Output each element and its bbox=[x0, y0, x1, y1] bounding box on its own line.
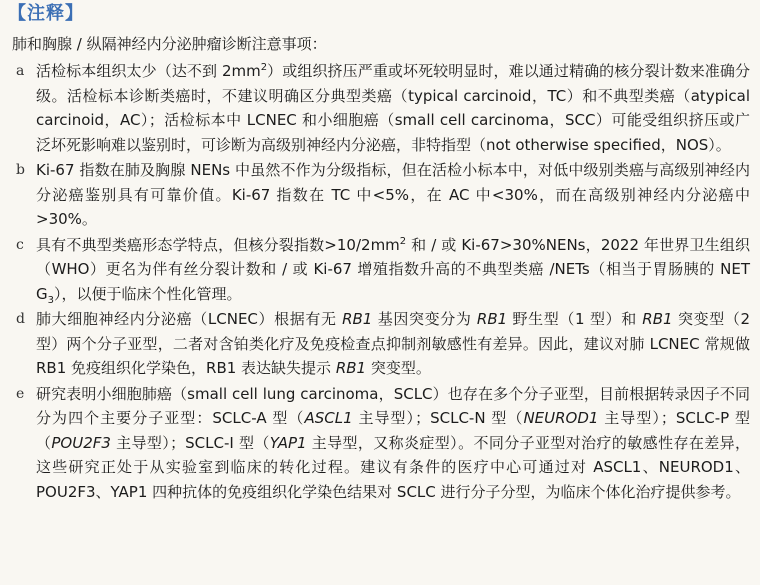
note-c bbox=[12, 233, 750, 307]
note-b bbox=[12, 158, 750, 232]
note-e-part4: 主导型）；SCLC-I 型（ bbox=[110, 433, 270, 452]
note-text-b bbox=[36, 158, 750, 232]
note-d bbox=[12, 307, 750, 381]
note-d-part1: 肺大细胞神经内分泌癌（LCNEC）根据有无 bbox=[36, 310, 343, 328]
note-marker-a: a bbox=[16, 63, 25, 79]
note-text-c bbox=[36, 233, 750, 307]
note-d-gene-1: RB1 bbox=[342, 310, 373, 328]
note-d-gene-4: RB1 bbox=[335, 359, 367, 377]
note-c-part3: ），以便于临床个性化管理。 bbox=[54, 284, 242, 303]
note-c-part1: 具有不典型类癌形态学特点，但核分裂指数>10/2mm bbox=[36, 235, 400, 254]
note-e-gene-3: POU2F3 bbox=[51, 433, 111, 452]
note-marker-e: e bbox=[16, 385, 25, 402]
note-e-gene-1: ASCL1 bbox=[304, 409, 353, 427]
note-marker-b: b bbox=[16, 162, 25, 178]
note-d-part2: 基因突变分为 bbox=[372, 310, 477, 328]
section-heading: 【注释】 bbox=[8, 3, 84, 24]
note-d-gene-2: RB1 bbox=[476, 310, 508, 328]
note-text-a bbox=[36, 59, 750, 157]
note-d-part3: 野生型（1 型）和 bbox=[507, 310, 643, 328]
note-c-subscript: 3 bbox=[47, 294, 54, 306]
note-e-part5: 主导型，又称炎症型）。不同分子亚型对治疗的敏感性存在差异，这些研究正处于从实验室到临床的转化过程。建议有条件的医疗中心可通过对 ASCL1、NEUROD1、POU2F3、YAP1 四种抗体的免疫组织化学染色结果对 SCLC 进行分子分型，为临床个体化治疗提供参考。 bbox=[36, 433, 750, 501]
note-e-gene-2: NEUROD1 bbox=[523, 409, 599, 427]
note-d-part4: 突变型（2 型）两个分子亚型，二者对含铂类化疗及免疫检查点抑制剂敏感性有差异。因此，建议对肺 LCNEC 常规做 RB1 免疫组织化学染色，RB1 表达缺失提示 bbox=[36, 310, 750, 377]
intro-line: 肺和胸腺 / 纵隔神经内分泌肿瘤诊断注意事项： bbox=[12, 35, 327, 53]
note-e-part2: 主导型）；SCLC-N 型（ bbox=[352, 409, 524, 427]
note-a-superscript: 2 bbox=[260, 62, 268, 73]
note-d-gene-3: RB1 bbox=[642, 310, 673, 328]
note-e-gene-4: YAP1 bbox=[269, 433, 307, 452]
note-marker-d: d bbox=[16, 311, 25, 327]
note-text-d bbox=[36, 307, 750, 381]
note-a-part2: ）或组织挤压严重或坏死较明显时，难以通过精确的核分裂计数来准确分级。活检标本诊断类癌时，不建议明确区分典型类癌（typical carcinoid，TC）和不典型类癌（atypical carcinoid，AC）；活检标本中 LCNEC 和小细胞癌（small cell carcinoma，SCC）可能受组织挤压或广泛坏死影响难以鉴别时，可诊断为高级别神经内分泌癌，非特指型（not otherwise specified，NOS）。 bbox=[36, 62, 750, 154]
note-c-superscript: 2 bbox=[399, 235, 407, 247]
note-a-part1: 活检标本组织太少（达不到 2mm bbox=[36, 62, 261, 80]
note-marker-c: c bbox=[16, 236, 24, 253]
note-b-part1: Ki-67 指数在肺及胸腺 NENs 中虽然不作为分级指标，但在活检小标本中，对低中级别类癌与高级别神经内分泌癌鉴别具有可靠价值。Ki-67 指数在 TC 中<5%，在 AC 中<30%，而在高级别神经内分泌癌中>30%。 bbox=[36, 161, 750, 228]
note-e-part3: 主导型）；SCLC-P 型（ bbox=[36, 409, 750, 452]
note-e-part1: 研究表明小细胞肺癌（small cell lung carcinoma，SCLC）也存在多个分子亚型，目前根据转录因子不同分为四个主要分子亚型：SCLC-A 型（ bbox=[36, 384, 750, 427]
note-d-part5: 突变型。 bbox=[366, 359, 431, 377]
note-text-e bbox=[36, 382, 750, 505]
note-c-part2: 和 / 或 Ki-67>30%NENs，2022 年世界卫生组织（WHO）更名为伴有丝分裂计数和 / 或 Ki-67 增殖指数升高的不典型类癌 /NETs（相当于胃肠胰的 NET G bbox=[36, 235, 750, 303]
note-a bbox=[12, 59, 750, 157]
note-e bbox=[12, 382, 750, 505]
